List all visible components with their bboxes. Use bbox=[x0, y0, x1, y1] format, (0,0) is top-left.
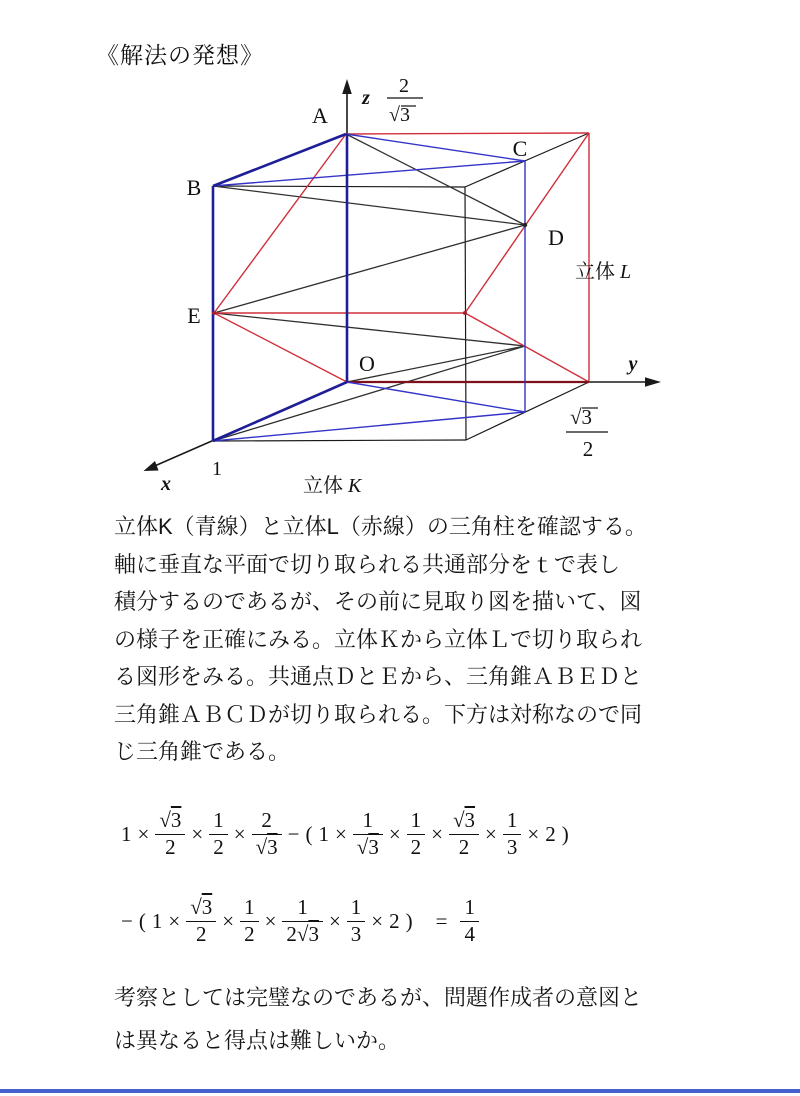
fraction-numerator: √3 bbox=[190, 894, 213, 919]
formula-token: 1 bbox=[151, 908, 163, 933]
dot-Eprime bbox=[463, 311, 467, 315]
paragraph-line: じ三角錐である。 bbox=[114, 739, 291, 764]
paragraph-line: 軸に垂直な平面で切り取られる共通部分をｔで表し bbox=[114, 551, 621, 577]
label-solid-L bbox=[575, 260, 631, 283]
edge-E-D bbox=[214, 225, 525, 313]
paragraph-line: 積分するのであるが、その前に見取り図を描いて、図 bbox=[114, 589, 642, 614]
fraction-numerator: 1 bbox=[244, 894, 255, 919]
fraction-denominator: 2 bbox=[449, 834, 479, 860]
edge-A-RearTopRight bbox=[346, 133, 589, 134]
formula-fraction bbox=[252, 809, 282, 859]
z-max-fraction bbox=[387, 75, 423, 126]
formula-token: × bbox=[431, 821, 443, 846]
fraction-numerator: 1 bbox=[297, 894, 308, 919]
formula-token: × bbox=[137, 821, 150, 846]
formula-token: 2 bbox=[545, 821, 556, 846]
label-solid-l-text: 立体 bbox=[575, 261, 615, 283]
formula-token: 1 bbox=[121, 821, 132, 846]
fraction-denominator: 3 bbox=[347, 921, 366, 947]
formula-fraction bbox=[282, 896, 323, 946]
formula-token: × bbox=[527, 821, 540, 846]
edge-B-FrontTopRight bbox=[213, 186, 465, 187]
fraction-numerator: 1 bbox=[464, 894, 475, 919]
paragraph-line: は異なると得点は難しいか。 bbox=[114, 1028, 401, 1053]
fraction-numerator: 2 bbox=[261, 807, 272, 832]
y-axis-arrow-icon bbox=[645, 377, 661, 387]
fraction-denominator: 2 bbox=[186, 921, 216, 947]
solid-K-edges bbox=[213, 134, 525, 441]
fraction-denominator: √3 bbox=[252, 834, 282, 860]
label-A: A bbox=[312, 103, 328, 128]
formula-token: × bbox=[328, 908, 341, 933]
formula-token: × bbox=[371, 908, 384, 933]
edge-E-O bbox=[214, 313, 347, 382]
edge-Eprime-RearBottomRight bbox=[465, 313, 589, 382]
formula-token: − bbox=[287, 821, 300, 846]
edge-O-Kbottom bbox=[347, 382, 525, 412]
dot-E bbox=[212, 311, 216, 315]
formula-token: − bbox=[121, 908, 133, 933]
fraction-denominator: 2 bbox=[407, 834, 426, 860]
label-D: D bbox=[548, 225, 564, 250]
formula-token: × bbox=[222, 908, 235, 933]
formula-token: × bbox=[334, 821, 347, 846]
formula-token: × bbox=[485, 821, 497, 846]
formula-fraction bbox=[353, 809, 383, 859]
volume-formula-line-2 bbox=[118, 888, 482, 954]
formula-fraction bbox=[449, 809, 479, 859]
label-O: O bbox=[359, 351, 375, 376]
volume-formula-line-1 bbox=[118, 801, 572, 867]
y-max-numerator: √3 bbox=[570, 405, 593, 429]
formula-fraction bbox=[155, 809, 185, 859]
paragraph-line: 三角錐ＡＢＣＤが切り取られる。下方は対称なので同 bbox=[114, 701, 643, 727]
formula-token: × bbox=[168, 908, 181, 933]
tetrahedron-edges bbox=[213, 134, 525, 441]
label-x-axis: x bbox=[161, 473, 171, 495]
z-axis-arrow-icon bbox=[342, 79, 352, 94]
formula-token: ) bbox=[561, 821, 569, 846]
label-solid-k-letter: K bbox=[348, 475, 362, 497]
fraction-numerator: √3 bbox=[159, 807, 182, 832]
formula-token: 1 bbox=[318, 821, 329, 846]
formula-token: ) bbox=[405, 908, 413, 933]
formula-token: 2 bbox=[389, 908, 400, 933]
label-y-axis: y bbox=[628, 353, 638, 375]
formula-token: × bbox=[388, 821, 401, 846]
fraction-numerator: 1 bbox=[506, 807, 518, 832]
paragraph-line: 立体K（青線）と立体L（赤線）の三角柱を確認する。 bbox=[114, 514, 647, 539]
formula-token: × bbox=[264, 908, 277, 933]
label-z-axis: z bbox=[362, 87, 370, 109]
footer-divider-bar bbox=[0, 1089, 800, 1093]
z-max-numerator: 2 bbox=[399, 75, 409, 97]
label-solid-k-text: 立体 bbox=[303, 475, 343, 497]
label-x-unit: 1 bbox=[212, 458, 222, 480]
fraction-numerator: 1 bbox=[362, 807, 374, 832]
formula-fraction bbox=[186, 896, 216, 946]
fraction-numerator: 1 bbox=[350, 894, 362, 919]
formula-fraction bbox=[460, 896, 479, 946]
edge-B-D bbox=[213, 186, 525, 225]
y-max-fraction bbox=[566, 405, 608, 461]
box-edges bbox=[213, 133, 589, 441]
formula-fraction bbox=[240, 896, 259, 946]
formula-fraction bbox=[503, 809, 522, 859]
closing-paragraph bbox=[114, 976, 642, 1062]
page-title: 《解法の発想》 bbox=[96, 42, 264, 68]
fraction-denominator: 2√3 bbox=[282, 921, 323, 947]
formula-fraction bbox=[347, 896, 366, 946]
fraction-denominator: 4 bbox=[460, 921, 479, 947]
fraction-numerator: 1 bbox=[410, 807, 422, 832]
fraction-numerator: √3 bbox=[453, 807, 476, 832]
formula-token: × bbox=[233, 821, 246, 846]
formula-token: = bbox=[435, 908, 448, 933]
edge-BottomLeft-FrontBottomRight bbox=[213, 440, 466, 441]
paragraph-line: 考察としては完璧なのであるが、問題作成者の意図と bbox=[114, 985, 643, 1010]
label-B: B bbox=[186, 175, 202, 200]
formula-token: ( bbox=[138, 908, 146, 933]
formula-fraction bbox=[407, 809, 426, 859]
paragraph-line: る図形をみる。共通点ＤとＥから、三角錐ＡＢＥＤと bbox=[114, 664, 643, 689]
vertex-labels bbox=[187, 103, 564, 376]
edge-O-BottomLeft bbox=[213, 382, 347, 441]
discussion-paragraph bbox=[114, 508, 647, 771]
formula-token: ( bbox=[305, 821, 313, 846]
edge-B-C bbox=[213, 161, 525, 186]
label-E: E bbox=[187, 303, 201, 328]
fraction-denominator: 2 bbox=[209, 834, 228, 860]
fraction-numerator: 1 bbox=[213, 807, 224, 832]
label-solid-K bbox=[303, 474, 363, 497]
fraction-denominator: 3 bbox=[503, 834, 522, 860]
x-axis-arrow-icon bbox=[144, 461, 159, 471]
edge-E-D2 bbox=[214, 313, 525, 346]
label-C: C bbox=[512, 136, 528, 161]
formula-fraction bbox=[209, 809, 228, 859]
z-max-denominator: √3 bbox=[389, 104, 410, 126]
fraction-denominator: 2 bbox=[240, 921, 259, 947]
dot-D bbox=[523, 223, 527, 227]
y-max-denominator: 2 bbox=[582, 437, 594, 461]
fraction-denominator: √3 bbox=[353, 834, 383, 860]
fraction-denominator: 2 bbox=[155, 834, 185, 860]
paragraph-line: の様子を正確にみる。立体Ｋから立体Ｌで切り取られ bbox=[114, 626, 643, 652]
formula-token: × bbox=[191, 821, 204, 846]
label-solid-l-letter: L bbox=[620, 261, 632, 283]
